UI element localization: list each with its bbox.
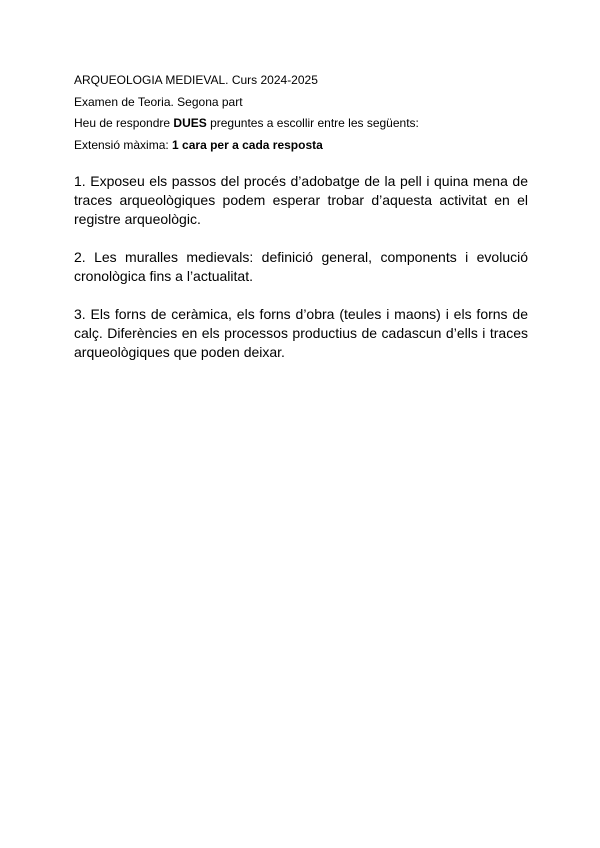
exam-subtitle: Examen de Teoria. Segona part [74, 94, 243, 109]
extension-line [74, 135, 534, 157]
question-1: 1. Exposeu els passos del procés d’adobatge de la pell i quina mena de traces arqueològiques podem esperar trobar d’aquesta activitat en el registre arqueològic. [74, 173, 528, 227]
question-3: 3. Els forns de ceràmica, els forns d’obra (teules i maons) i els forns de calç. Diferències en els processos productius de cadascun d’ells i traces arqueològiques que poden deixar. [74, 306, 528, 360]
instructions-text-start: Heu de respondre [74, 116, 174, 130]
instructions-text-end: preguntes a escollir entre les següents: [206, 116, 419, 130]
question-2: 2. Les muralles medievals: definició general, components i evolució cronològica fins a l’actualitat. [74, 249, 528, 284]
extension-value: 1 cara per a cada resposta [172, 137, 323, 152]
instructions-line [74, 113, 534, 135]
question-list [74, 172, 528, 381]
instructions-emphasis: DUES [173, 116, 207, 130]
exam-header [74, 70, 534, 156]
course-title: ARQUEOLOGIA MEDIEVAL. Curs 2024-2025 [74, 73, 318, 87]
extension-label: Extensió màxima: [74, 137, 173, 152]
